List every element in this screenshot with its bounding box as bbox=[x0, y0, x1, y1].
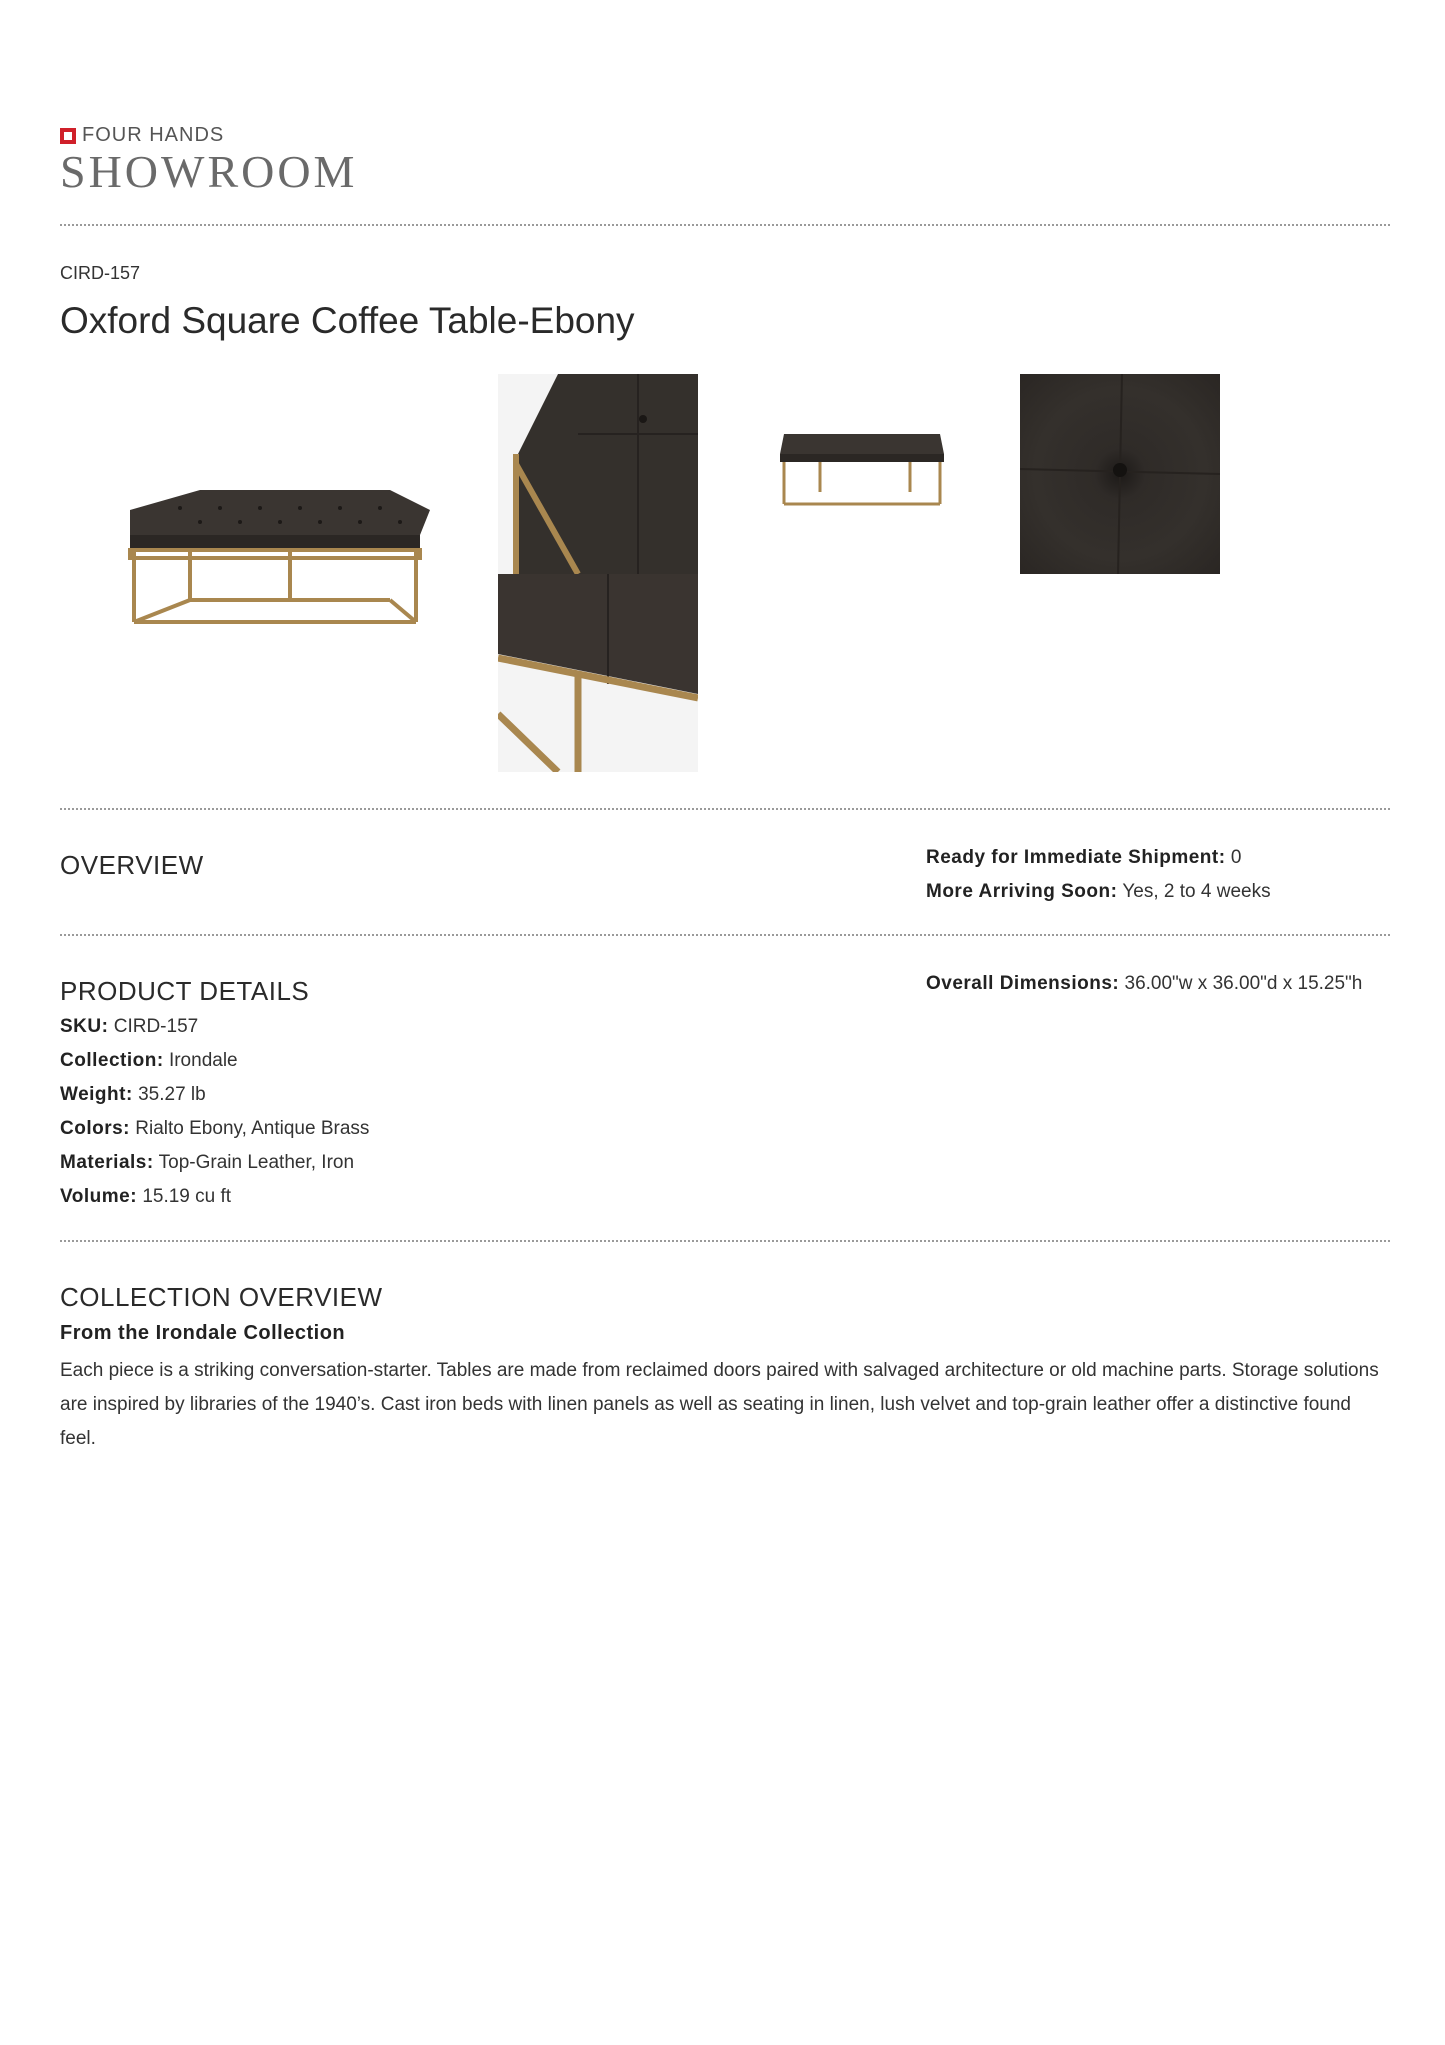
detail-label: Colors: bbox=[60, 1118, 130, 1139]
dimensions-label: Overall Dimensions: bbox=[926, 973, 1120, 994]
main-product-image bbox=[90, 400, 460, 730]
edge-closeup-image bbox=[498, 574, 698, 772]
arriving-row bbox=[926, 875, 1271, 909]
arriving-label: More Arriving Soon: bbox=[926, 881, 1118, 902]
corner-closeup-image bbox=[498, 374, 698, 574]
divider-images bbox=[60, 808, 1390, 810]
small-product-image bbox=[760, 374, 960, 574]
overview-heading: OVERVIEW bbox=[60, 850, 204, 880]
brand-name: SHOWROOM bbox=[60, 146, 358, 197]
detail-label: Materials: bbox=[60, 1152, 154, 1173]
collection-overview-heading: COLLECTION OVERVIEW bbox=[60, 1282, 383, 1312]
detail-value: Top-Grain Leather, Iron bbox=[158, 1152, 355, 1173]
product-title: Oxford Square Coffee Table-Ebony bbox=[60, 300, 635, 341]
dimensions-info bbox=[926, 967, 1362, 1001]
dimensions-value: 36.00"w x 36.00"d x 15.25"h bbox=[1124, 973, 1363, 994]
detail-row-colors bbox=[60, 1112, 369, 1146]
details-list bbox=[60, 1010, 369, 1214]
brand-logo bbox=[60, 124, 357, 195]
shipment-row bbox=[926, 841, 1271, 875]
tufted-detail-image bbox=[1020, 374, 1220, 574]
corner-closeup-illustration bbox=[498, 374, 698, 574]
brand-top-text: FOUR HANDS bbox=[82, 124, 225, 146]
coffee-table-illustration bbox=[90, 400, 460, 730]
divider-details bbox=[60, 1240, 1390, 1242]
detail-label: Weight: bbox=[60, 1084, 133, 1105]
detail-value: CIRD-157 bbox=[113, 1016, 199, 1037]
sku-header: CIRD-157 bbox=[60, 263, 141, 283]
collection-description: Each piece is a striking conversation-starter. Tables are made from reclaimed doors paired with salvaged architecture or old machine parts. Storage solutions are inspired by libraries of the 1940’s. Cast iron beds with linen panels as well as seating in linen, lush velvet and top-grain leather offer a distinctive found feel. bbox=[60, 1360, 1379, 1449]
divider-overview bbox=[60, 934, 1390, 936]
detail-row-collection bbox=[60, 1044, 369, 1078]
detail-row-weight bbox=[60, 1078, 369, 1112]
detail-value: Irondale bbox=[168, 1050, 238, 1071]
detail-value: 35.27 lb bbox=[138, 1084, 206, 1105]
detail-label: SKU: bbox=[60, 1016, 109, 1037]
detail-label: Volume: bbox=[60, 1186, 138, 1207]
arriving-value: Yes, 2 to 4 weeks bbox=[1122, 881, 1271, 902]
tufted-detail-illustration bbox=[1020, 374, 1220, 574]
detail-value: 15.19 cu ft bbox=[142, 1186, 232, 1207]
edge-closeup-illustration bbox=[498, 574, 698, 772]
detail-row-volume bbox=[60, 1180, 369, 1214]
detail-label: Collection: bbox=[60, 1050, 164, 1071]
brand-top-line bbox=[60, 124, 357, 147]
collection-subheading: From the Irondale Collection bbox=[60, 1322, 346, 1344]
product-details-heading: PRODUCT DETAILS bbox=[60, 976, 310, 1006]
small-table-illustration bbox=[760, 374, 960, 574]
shipment-info bbox=[926, 841, 1271, 909]
brand-square-icon bbox=[60, 128, 76, 144]
divider-top bbox=[60, 224, 1390, 226]
detail-value: Rialto Ebony, Antique Brass bbox=[135, 1118, 370, 1139]
shipment-label: Ready for Immediate Shipment: bbox=[926, 847, 1226, 868]
detail-row-sku bbox=[60, 1010, 369, 1044]
shipment-value: 0 bbox=[1230, 847, 1242, 868]
detail-row-materials bbox=[60, 1146, 369, 1180]
